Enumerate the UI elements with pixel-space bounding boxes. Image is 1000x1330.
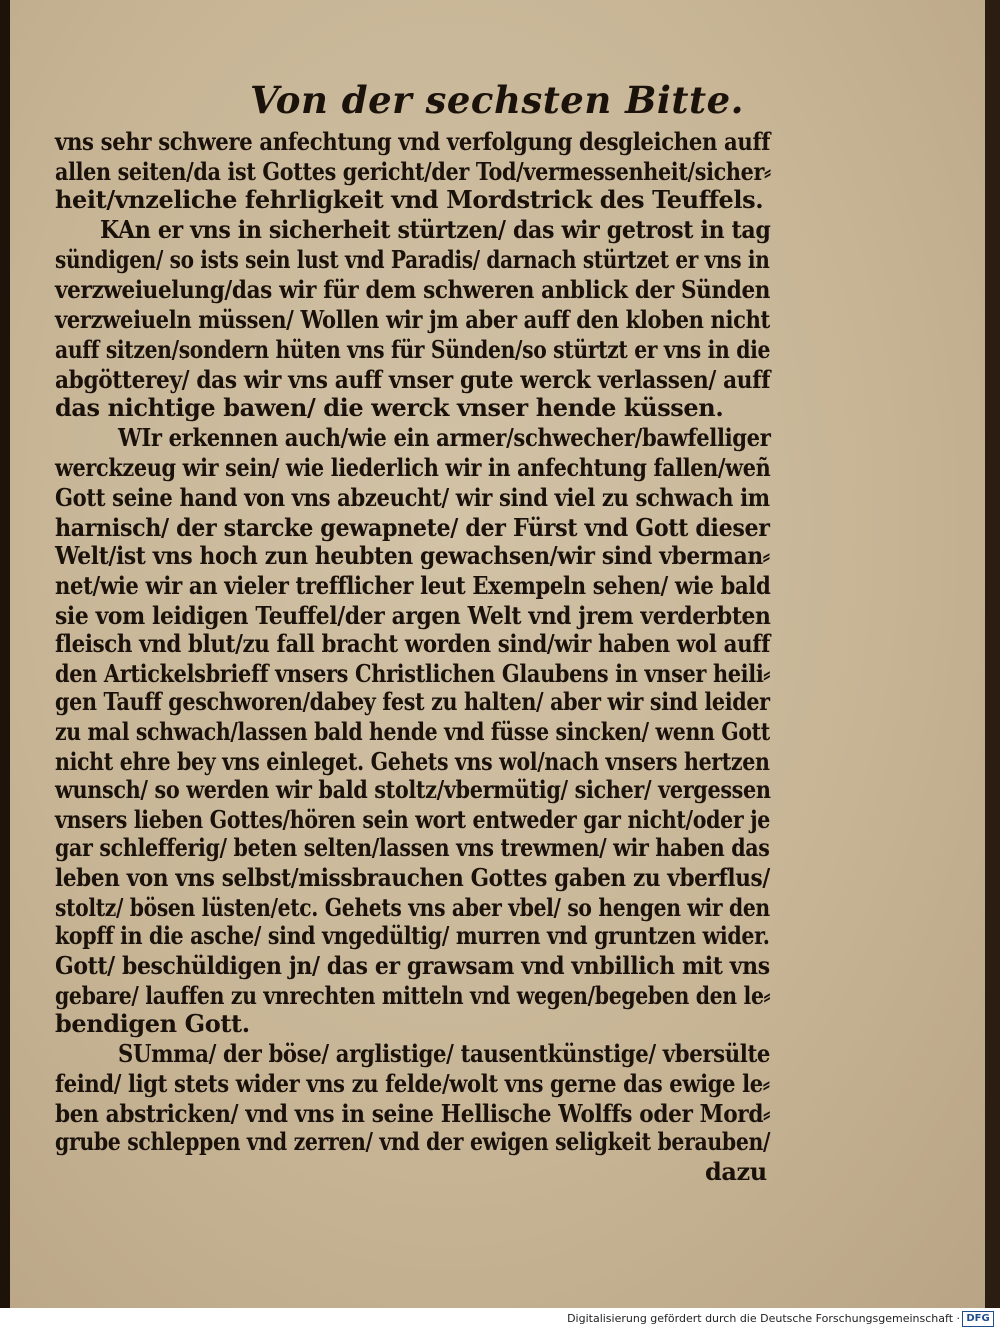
text-line: fleisch vnd blut/zu fall bracht worden sind/wir haben wol auff (55, 629, 770, 658)
text-line: feind/ ligt stets wider vns zu felde/wolt vns gerne das ewige le⸗ (55, 1069, 770, 1098)
text-line: WIr erkennen auch/wie ein armer/schwecher/bawfelliger (118, 423, 771, 452)
text-line: gar schlefferig/ beten selten/lassen vns trewmen/ wir haben das (55, 833, 770, 862)
text-line: verzweiueln müssen/ Wollen wir jm aber auff den kloben nicht (55, 305, 770, 334)
text-line: wunsch/ so werden wir bald stoltz/vbermütig/ sicher/ vergessen (55, 775, 771, 804)
text-line: leben von vns selbst/missbrauchen Gottes gaben zu vberflus/ (55, 863, 770, 892)
text-line: Gott seine hand von vns abzeucht/ wir sind viel zu schwach im (55, 483, 770, 512)
text-line: Welt/ist vns hoch zun heubten gewachsen/wir sind vberman⸗ (55, 541, 770, 570)
text-line: verzweiuelung/das wir für dem schweren anblick der Sünden (55, 275, 771, 304)
page-edge (985, 0, 1000, 1308)
text-line: vns sehr schwere anfechtung vnd verfolgung desgleichen auff (55, 127, 770, 156)
text-line: gen Tauff geschworen/dabey fest zu halten/ aber wir sind leider (55, 687, 770, 716)
text-line: zu mal schwach/lassen bald hende vnd füsse sincken/ wenn Gott (55, 717, 770, 746)
text-line: kopff in die asche/ sind vngedültig/ murren vnd gruntzen wider. (55, 921, 770, 950)
text-line: ben abstricken/ vnd vns in seine Hellische Wolffs oder Mord⸗ (55, 1099, 770, 1128)
text-line: stoltz/ bösen lüsten/etc. Gehets vns aber vbel/ so hengen wir den (55, 893, 770, 922)
text-line: net/wie wir an vieler trefflicher leut Exempeln sehen/ wie bald (55, 571, 771, 600)
text-line: sie vom leidigen Teuffel/der argen Welt vnd jrem verderbten (55, 601, 771, 630)
text-line: allen seiten/da ist Gottes gericht/der Tod/vermessenheit/sicher⸗ (55, 157, 771, 186)
text-line: auff sitzen/sondern hüten vns für Sünden/so stürtzt er vns in die (55, 335, 771, 364)
text-line: sündigen/ so ists sein lust vnd Paradis/ darnach stürtzet er vns in (55, 245, 770, 274)
running-head: Von der sechsten Bitte. (250, 78, 745, 122)
text-line: bendigen Gott. (55, 1009, 250, 1038)
text-line: abgötterey/ das wir vns auff vnser gute werck verlassen/ auff (55, 365, 771, 394)
dfg-logo: DFG (962, 1311, 994, 1327)
text-line: Gott/ beschüldigen jn/ das er grawsam vnd vnbillich mit vns (55, 951, 770, 980)
text-line: grube schleppen vnd zerren/ vnd der ewigen seligkeit berauben/ (55, 1127, 771, 1156)
catchword: dazu (705, 1157, 767, 1186)
text-line: harnisch/ der starcke gewapnete/ der Fürst vnd Gott dieser (55, 513, 770, 542)
text-line: das nichtige bawen/ die werck vnser hende küssen. (55, 393, 724, 422)
text-line: den Artickelsbrieff vnsers Christlichen Glaubens in vnser heili⸗ (55, 659, 771, 688)
text-line: KAn er vns in sicherheit stürtzen/ das wir getrost in tag (100, 215, 771, 244)
text-line: nicht ehre bey vns einleget. Gehets vns wol/nach vnsers hertzen (55, 747, 770, 776)
footer-bar (0, 1308, 1000, 1330)
text-line: heit/vnzeliche fehrligkeit vnd Mordstrick des Teuffels. (55, 185, 764, 214)
text-line: werckzeug wir sein/ wie liederlich wir in anfechtung fallen/weñ (55, 453, 771, 482)
text-line: gebare/ lauffen zu vnrechten mitteln vnd wegen/begeben den le⸗ (55, 981, 771, 1010)
text-line: SUmma/ der böse/ arglistige/ tausentkünstige/ vbersülte (118, 1039, 771, 1068)
funding-credit: Digitalisierung gefördert durch die Deutsche Forschungsgemeinschaft · (567, 1312, 960, 1325)
text-line: vnsers lieben Gottes/hören sein wort entweder gar nicht/oder je (55, 805, 771, 834)
